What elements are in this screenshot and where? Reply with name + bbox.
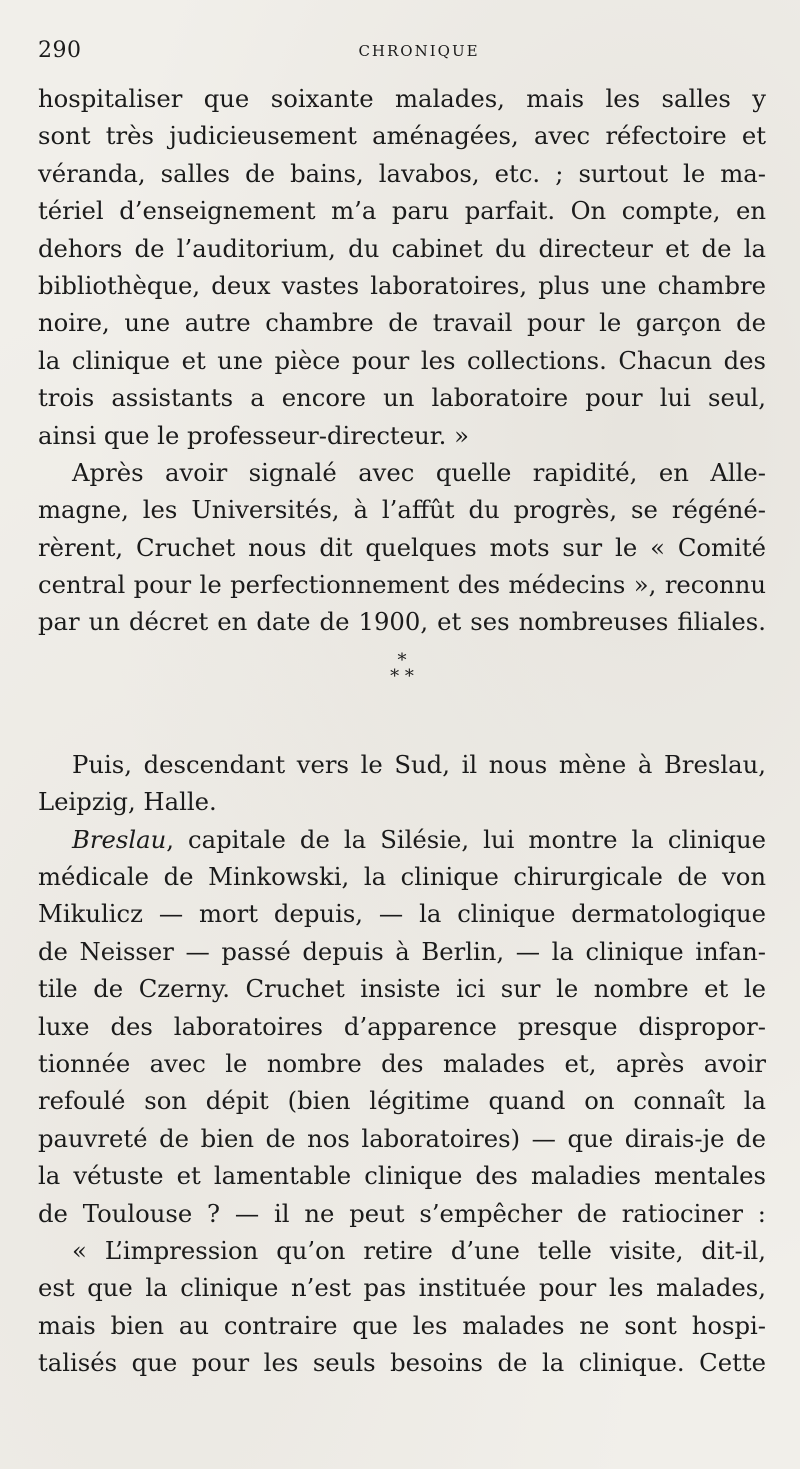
body-text [38,80,766,1382]
text-line: tile de Czerny. Cruchet insiste ici sur le nombre et le [38,974,766,1004]
text-line: Puis, descendant vers le Sud, il nous mène à Breslau, [72,749,766,779]
text-line: la clinique et une pièce pour les collections. Chacun des [38,345,766,375]
paragraph [38,821,766,1232]
asterism [38,649,766,687]
text-line: tériel d’enseignement m’a paru parfait. On compte, en [38,196,766,226]
text-line: hospitaliser que soixante malades, mais les salles y [38,84,766,113]
asterism-bottom: * * [390,665,414,687]
text-line: talisés que pour les seuls besoins de la clinique. Cette [38,1348,766,1378]
asterism-top: * [397,649,407,671]
text-line: rèrent, Cruchet nous dit quelques mots sur le « Comité [38,532,766,562]
paragraph-continuation [38,80,766,454]
running-head [38,38,770,70]
place-name-italic: Breslau [72,824,167,854]
page-number: 290 [38,38,82,63]
text-line: dehors de l’auditorium, du cabinet du directeur et de la [38,233,766,263]
text-line: mais bien au contraire que les malades ne sont hospi- [38,1310,766,1340]
text-line: pauvreté de bien de nos laboratoires) — que dirais-je de [38,1123,766,1153]
text-line: ainsi que le professeur-directeur. » [38,420,469,450]
text-line: Mikulicz — mort depuis, — la clinique dermatologique [38,899,766,929]
running-title: CHRONIQUE [358,42,480,60]
text-line: la vétuste et lamentable clinique des maladies mentales [38,1161,766,1191]
text-line: Après avoir signalé avec quelle rapidité, en Alle- [72,457,766,487]
text-line: noire, une autre chambre de travail pour le garçon de [38,308,766,338]
text-line: sont très judicieusement aménagées, avec réfectoire et [38,121,766,151]
text-line: est que la clinique n’est pas instituée pour les malades, [38,1273,766,1303]
paragraph [38,1232,766,1382]
text-line: tionnée avec le nombre des malades et, après avoir [38,1048,766,1078]
text-line: par un décret en date de 1900, et ses nombreuses filiales. [38,607,766,637]
section-separator [38,641,766,746]
text-line: refoulé son dépit (bien légitime quand on connaît la [38,1086,766,1116]
text-line: véranda, salles de bains, lavabos, etc. ; surtout le ma- [38,158,766,188]
text-line: Leipzig, Halle. [38,787,217,817]
text-line [38,821,766,858]
text-line: magne, les Universités, à l’affût du progrès, se régéné- [38,495,766,525]
text-line: bibliothèque, deux vastes laboratoires, plus une chambre [38,270,766,300]
text-line: « L’impression qu’on retire d’une telle visite, dit-il, [72,1235,766,1265]
text-line: central pour le perfectionnement des médecins », reconnu [38,570,766,600]
text-line: trois assistants a encore un laboratoire pour lui seul, [38,383,766,413]
paragraph [38,746,766,821]
text-line: luxe des laboratoires d’apparence presque dispropor- [38,1011,766,1041]
text-line: de Neisser — passé depuis à Berlin, — la clinique infan- [38,936,766,966]
paragraph [38,454,766,641]
text-span: , capitale de la Silésie, lui montre la clinique [166,824,766,854]
text-line: de Toulouse ? — il ne peut s’empêcher de ratiociner : [38,1198,766,1228]
text-line: médicale de Minkowski, la clinique chirurgicale de von [38,862,766,892]
